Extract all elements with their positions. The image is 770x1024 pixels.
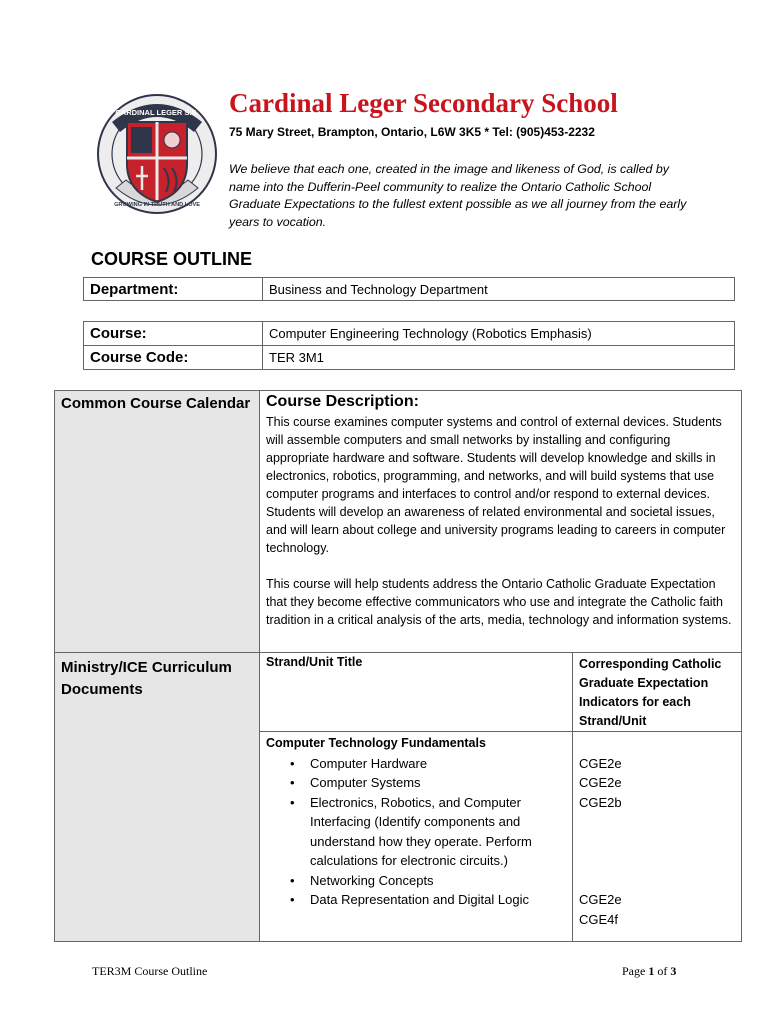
course-label: Course:: [84, 322, 263, 346]
page-current: 1: [648, 964, 655, 978]
strand-item-text: Electronics, Robotics, and Computer Interfacing (Identify components and understand how they operate. Perform calculations for electronic circuits.): [310, 794, 532, 868]
cge-body-cell: [573, 732, 742, 942]
list-item: [290, 754, 566, 774]
strand-item-text: Computer Systems: [310, 775, 421, 790]
school-crest-logo: [96, 88, 218, 220]
description-paragraph-1: This course examines computer systems and control of external devices. Students will assemble computers and small networks by installing and configuring appropriate hardware and software. Students will develop knowledge and skills in electronics, robotics, programming, and networks, and will build systems that use computer programs and interfaces to control and/or respond to external devices. Students will develop an awareness of related environmental and societal issues, and will learn about college and university programs leading to careers in computer technology.: [266, 415, 726, 555]
page-total: 3: [670, 964, 677, 978]
calendar-cell: [55, 391, 260, 653]
cge-code: CGE4f: [579, 911, 619, 927]
crest-motto-text: GROWING IN TRUTH AND LOVE: [114, 202, 200, 208]
mission-statement: We believe that each one, created in the image and likeness of God, is called by name into the Dufferin-Peel community to realize the Ontario Catholic School Graduate Expectations to the fullest extent possible as we all journey from the early years to vocation.: [229, 162, 687, 229]
cge-code: CGE2e: [579, 892, 622, 907]
strand-header-cell: [260, 653, 573, 732]
strand-body-cell: [260, 732, 573, 942]
cge-codes: [573, 732, 741, 929]
strand-header: Strand/Unit Title: [266, 655, 363, 669]
bullet-icon: •: [290, 892, 295, 907]
course-outline-heading: COURSE OUTLINE: [91, 249, 253, 269]
cge-code: CGE2e: [579, 755, 622, 771]
course-code-value: TER 3M1: [263, 346, 735, 370]
list-item: [290, 773, 566, 793]
bullet-icon: •: [290, 872, 295, 888]
school-name: Cardinal Leger Secondary School: [229, 88, 618, 118]
cge-code: CGE2e: [579, 775, 622, 790]
page-word: Page: [622, 964, 646, 978]
strand-item-text: Computer Hardware: [310, 755, 428, 771]
strand-body: [260, 732, 572, 914]
strand-title: Computer Technology Fundamentals: [266, 736, 486, 750]
department-value: Business and Technology Department: [263, 278, 735, 301]
of-word: of: [657, 964, 668, 978]
department-label: Department:: [84, 278, 263, 301]
bullet-icon: •: [290, 755, 295, 771]
ministry-label: Ministry/ICE Curriculum Documents: [61, 659, 232, 698]
list-item: [290, 871, 566, 891]
strand-list: [266, 754, 566, 910]
course-table: [83, 321, 735, 370]
course-code-label: Course Code:: [84, 346, 263, 370]
list-item: [290, 793, 566, 871]
list-item: [290, 890, 566, 910]
school-address: 75 Mary Street, Brampton, Ontario, L6W 3K5 * Tel: (905)453-2232: [229, 125, 595, 139]
course-details-table: [54, 390, 742, 942]
description-heading: Course Description:: [266, 393, 419, 410]
cge-header: Corresponding Catholic Graduate Expectation Indicators for each Strand/Unit: [579, 657, 722, 728]
crest-top-text: CARDINAL LEGER S.S.: [115, 108, 199, 117]
bullet-icon: •: [290, 794, 295, 810]
footer-page-number: [622, 964, 676, 979]
department-table: [83, 277, 735, 301]
description-body: [260, 411, 741, 629]
course-value: Computer Engineering Technology (Robotics Emphasis): [263, 322, 735, 346]
cge-code: CGE2b: [579, 794, 622, 810]
calendar-label: Common Course Calendar: [61, 395, 251, 412]
strand-item-text: Data Representation and Digital Logic: [310, 892, 529, 907]
bullet-icon: •: [290, 775, 295, 790]
cge-header-cell: [573, 653, 742, 732]
strand-item-text: Networking Concepts: [310, 872, 434, 888]
description-cell: [260, 391, 742, 653]
description-paragraph-2: This course will help students address the Ontario Catholic Graduate Expectation that they become effective communicators who use and integrate the Catholic faith tradition in a critical analysis of the arts, media, technology and information systems.: [266, 577, 732, 627]
footer-course-title: TER3M Course Outline: [92, 964, 208, 978]
ministry-cell: [55, 653, 260, 942]
